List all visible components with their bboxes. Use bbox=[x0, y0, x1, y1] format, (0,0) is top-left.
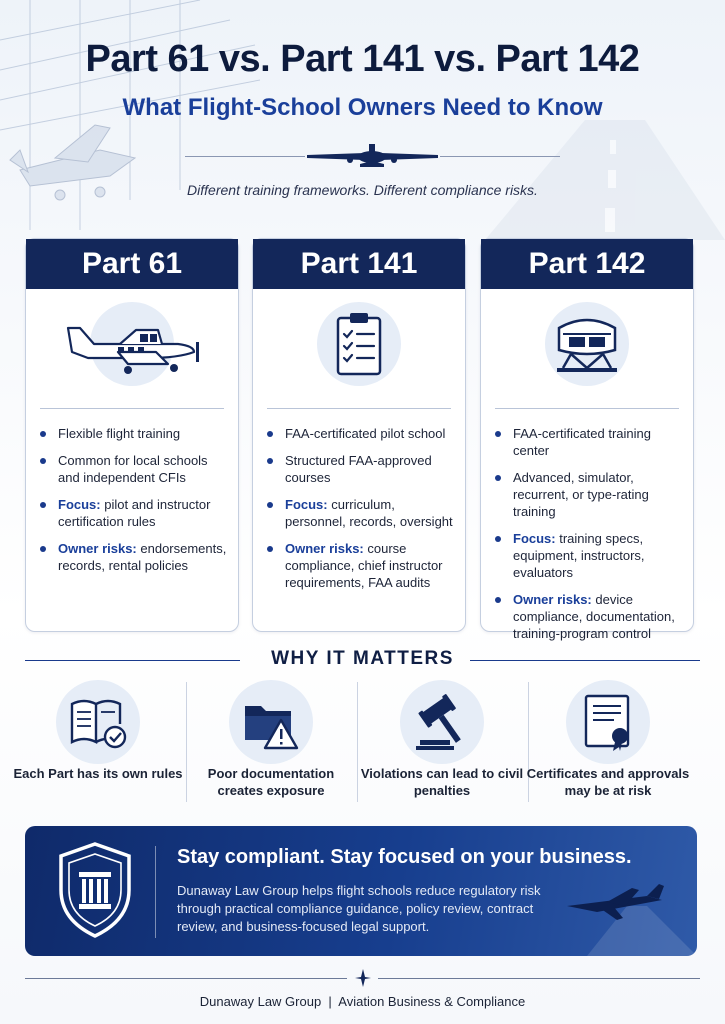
card-part-142 bbox=[480, 238, 694, 641]
list-item: Focus: pilot and instructor certification rules bbox=[38, 496, 230, 530]
rulebook-check-icon bbox=[68, 692, 128, 752]
why-item-certificates bbox=[523, 678, 693, 818]
section-title: WHY IT MATTERS bbox=[271, 648, 454, 669]
list-item: FAA-certificated training center bbox=[493, 425, 685, 459]
card-title: Part 61 bbox=[26, 239, 238, 289]
card-title: Part 141 bbox=[253, 239, 465, 289]
footer-text: Dunaway Law Group | Aviation Business & Compliance bbox=[199, 994, 526, 1009]
list-item: Owner risks: course compliance, chief instructor requirements, FAA audits bbox=[265, 540, 457, 591]
cta-banner bbox=[25, 826, 697, 956]
gavel-icon bbox=[412, 692, 472, 752]
list-item: FAA-certificated pilot school bbox=[265, 425, 457, 442]
list-item: Focus: training specs, equipment, instructors, evaluators bbox=[493, 530, 685, 581]
why-item-rules bbox=[13, 678, 183, 818]
banner-headline: Stay compliant. Stay focused on your business. bbox=[177, 846, 632, 868]
airplane-divider-icon bbox=[305, 140, 440, 170]
runway-background-icon bbox=[425, 120, 725, 240]
flight-simulator-icon bbox=[553, 314, 621, 374]
why-item-penalties bbox=[357, 678, 527, 818]
list-item: Structured FAA-approved courses bbox=[265, 452, 457, 486]
airplane-icon bbox=[58, 316, 208, 376]
clipboard-checklist-icon bbox=[335, 312, 383, 376]
why-item-documentation bbox=[186, 678, 356, 818]
page-title: Part 61 vs. Part 141 vs. Part 142 bbox=[85, 38, 640, 80]
list-item: Owner risks: endorsements, records, rental policies bbox=[38, 540, 230, 574]
card-part-61 bbox=[25, 238, 239, 632]
why-item-text: Violations can lead to civil penalties bbox=[360, 766, 524, 798]
card-part-141 bbox=[252, 238, 466, 632]
shield-column-icon bbox=[57, 840, 133, 940]
bullet-list bbox=[493, 425, 685, 652]
list-item: Focus: curriculum, personnel, records, oversight bbox=[265, 496, 457, 530]
why-item-text: Certificates and approvals may be at risk bbox=[526, 766, 690, 798]
why-it-matters-header bbox=[25, 648, 700, 672]
star-icon bbox=[354, 968, 372, 988]
folder-warning-icon bbox=[241, 692, 301, 752]
certificate-icon bbox=[578, 692, 638, 752]
footer-divider bbox=[25, 968, 700, 988]
title-divider bbox=[185, 140, 560, 170]
bullet-list bbox=[265, 425, 457, 601]
tagline: Different training frameworks. Different compliance risks. bbox=[187, 182, 538, 198]
card-title: Part 142 bbox=[481, 239, 693, 289]
why-item-text: Poor documentation creates exposure bbox=[207, 766, 335, 798]
banner-body: Dunaway Law Group helps flight schools reduce regulatory risk through practical compliance guidance, policy review, contract review, and business-focused legal support. bbox=[177, 883, 541, 934]
why-item-text: Each Part has its own rules bbox=[13, 766, 183, 781]
jet-runway-icon bbox=[537, 866, 697, 956]
list-item: Advanced, simulator, recurrent, or type-rating training bbox=[493, 469, 685, 520]
bullet-list bbox=[38, 425, 230, 584]
list-item: Flexible flight training bbox=[38, 425, 230, 442]
list-item: Common for local schools and independent CFIs bbox=[38, 452, 230, 486]
page-subtitle: What Flight-School Owners Need to Know bbox=[122, 94, 603, 121]
list-item: Owner risks: device compliance, documentation, training-program control bbox=[493, 591, 685, 642]
